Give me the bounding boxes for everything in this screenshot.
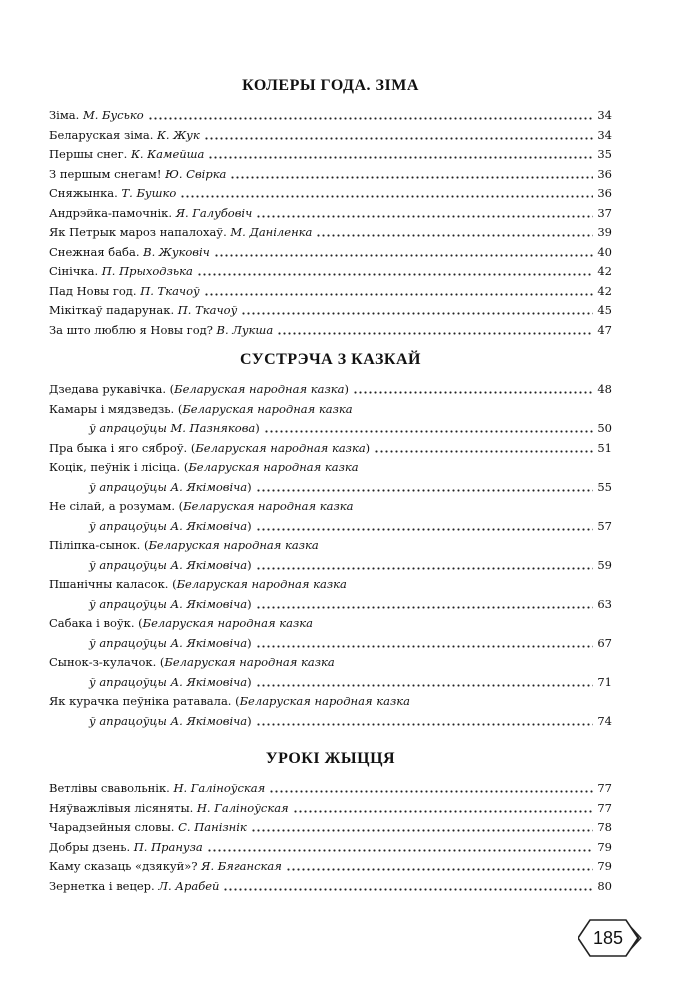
dot-leader [204,136,594,141]
entry-author: Беларуская народная казка [176,577,347,591]
toc-entry[interactable] [49,282,612,302]
entry-text: Не сілай, а розумам. ( [49,499,184,513]
section-kolery-goda-zima [49,74,612,340]
entry-tail: ) [247,596,252,611]
entry-tail: ) [247,635,252,650]
entry-text: Андрэйка-памочнік. [49,205,176,220]
toc-list [49,779,612,896]
entry-title [49,243,210,263]
entry-title [49,439,370,459]
entry-text: Піліпка-сынок. ( [49,538,149,552]
entry-author: В. Жуковіч [143,244,210,259]
toc-list [49,380,612,731]
toc-entry[interactable] [49,400,612,439]
entry-title [49,126,200,146]
entry-title [49,536,319,556]
dot-leader [256,644,594,649]
entry-page: 71 [597,674,612,689]
entry-title [49,779,265,799]
entry-title [49,818,247,838]
dot-leader [277,331,593,336]
dot-leader [256,683,594,688]
entry-adaptation: ў апрацоўцы А. Якімовіча [89,479,248,494]
entry-text: Зернетка і вецер. [49,878,159,893]
entry-adaptation: ў апрацоўцы А. Якімовіча [89,674,248,689]
toc-entry[interactable] [49,184,612,204]
dot-leader [353,390,593,395]
entry-page: 40 [597,244,612,259]
section-title: УРОКІ ЖЫЦЦЯ [265,750,396,767]
toc-entry[interactable] [49,262,612,282]
entry-author: Н. Галіноўская [196,800,289,815]
toc-entry[interactable] [49,818,612,838]
dot-leader [264,429,594,434]
entry-page: 42 [597,264,612,278]
entry-page: 39 [597,225,612,239]
toc-entry[interactable] [49,857,612,877]
entry-author: Беларуская народная казка [239,694,410,708]
entry-text: Камары і мядзведзь. ( [49,401,183,416]
entry-text: Сняжынка. [49,186,122,200]
entry-adaptation: ў апрацоўцы А. Якімовіча [89,557,248,572]
entry-page: 51 [597,440,612,455]
entry-continuation [89,673,252,693]
entry-title [49,262,193,282]
entry-text: Добры дзень. [49,839,134,854]
dot-leader [286,867,594,872]
entry-adaptation: ў апрацоўцы М. Пазнякова [89,421,256,435]
entry-text: Сынок-з-кулачок. ( [49,655,165,669]
dot-leader [251,828,594,833]
entry-author: Ю. Свірка [165,166,227,181]
entry-page: 74 [597,713,612,728]
entry-page: 77 [597,781,612,795]
dot-leader [241,311,593,316]
entry-title [49,106,144,126]
dot-leader [208,155,593,160]
entry-text: Каму сказаць «дзякуй»? [49,859,202,873]
entry-text: Як курачка пеўніка ратавала. ( [49,694,240,708]
dot-leader [256,488,594,493]
entry-author: В. Лукша [216,322,274,337]
entry-author: М. Бусько [82,108,144,122]
entry-title [49,400,353,420]
dot-leader [256,566,594,571]
entry-title [49,145,204,165]
entry-page: 55 [597,479,612,494]
toc-entry[interactable] [49,126,612,146]
entry-title [49,204,252,224]
entry-title [49,692,410,712]
entry-author: Т. Бушко [121,186,177,200]
entry-page: 45 [597,303,612,317]
page-number-badge [578,918,642,958]
entry-author: М. Даніленка [230,225,313,239]
entry-page: 34 [597,127,612,142]
dot-leader [207,848,594,853]
entry-author: Я. Галубовіч [175,205,253,220]
entry-title [49,165,226,185]
toc-entry[interactable] [49,536,612,575]
entry-title [49,857,282,877]
entry-page: 63 [597,596,612,611]
entry-author: П. Прануза [133,839,203,854]
dot-leader [148,116,594,121]
entry-text: Сінічка. [49,264,102,278]
entry-author: П. Ткачоў [140,283,200,298]
dot-leader [214,253,594,258]
entry-continuation [89,419,260,439]
entry-page: 35 [597,147,612,161]
entry-continuation [89,517,252,537]
entry-tail: ) [344,382,349,396]
toc-entry[interactable] [49,243,612,263]
entry-author: Беларуская народная казка [174,382,345,396]
section-sustrecha-z-kazkai [49,348,612,731]
entry-adaptation: ў апрацоўцы А. Якімовіча [89,596,248,611]
entry-adaptation: ў апрацоўцы А. Якімовіча [89,635,248,650]
entry-title [49,380,349,400]
entry-author: С. Панізнік [178,820,247,834]
entry-continuation [89,478,252,498]
toc-entry[interactable] [49,614,612,653]
entry-text: Коцік, пеўнік і лісіца. ( [49,460,189,474]
toc-entry[interactable] [49,106,612,126]
entry-title [49,799,289,819]
dot-leader [269,789,593,794]
toc-list [49,106,612,340]
entry-page: 50 [597,421,612,435]
entry-author: Беларуская народная казка [148,538,319,552]
toc-entry[interactable] [49,838,612,858]
entry-text: Чарадзейныя словы. [49,820,179,834]
entry-title [49,614,313,634]
entry-author: Беларуская народная казка [164,655,335,669]
entry-title [49,301,237,321]
entry-title [49,458,359,478]
toc-entry[interactable] [49,653,612,692]
entry-continuation [89,556,252,576]
entry-tail: ) [255,421,260,435]
toc-entry[interactable] [49,204,612,224]
toc-entry[interactable] [49,497,612,536]
dot-leader [293,809,594,814]
entry-tail: ) [247,518,252,533]
entry-text: З першым снегам! [49,166,166,181]
dot-leader [230,175,593,180]
entry-tail: ) [247,557,252,572]
section-title: СУСТРЭЧА З КАЗКАЙ [240,351,421,368]
entry-title [49,838,203,858]
entry-author: К. Камейша [130,147,205,161]
entry-text: Дзедава рукавічка. ( [49,382,175,396]
entry-author: Я. Бяганская [201,859,282,873]
entry-page: 79 [597,839,612,854]
toc-entry[interactable] [49,692,612,731]
dot-leader [316,233,593,238]
dot-leader [223,887,593,892]
entry-title [49,321,273,341]
toc-entry[interactable] [49,165,612,185]
entry-title [49,497,353,517]
section-title: КОЛЕРЫ ГОДА. ЗІМА [242,77,419,94]
toc-entry[interactable] [49,458,612,497]
entry-page: 67 [597,635,612,650]
dot-leader [256,214,593,219]
toc-entry[interactable] [49,380,612,400]
entry-page: 34 [597,108,612,122]
entry-author: Беларуская народная казка [142,616,313,630]
entry-text: Мікіткаў падарунак. [49,303,178,317]
dot-leader [197,272,594,277]
entry-text: Няўважлівыя лісяняты. [49,800,197,815]
entry-continuation [89,712,252,732]
entry-text: Пад Новы год. [49,283,141,298]
entry-page: 78 [597,820,612,834]
entry-tail: ) [365,440,371,455]
toc-entry[interactable] [49,301,612,321]
entry-page: 36 [597,166,612,181]
entry-adaptation: ў апрацоўцы А. Якімовіча [89,518,248,533]
toc-entry[interactable] [49,779,612,799]
entry-title [49,575,347,595]
entry-page: 48 [597,382,612,396]
page-number: 185 [592,928,624,948]
dot-leader [180,194,593,199]
toc-entry[interactable] [49,575,612,614]
toc-entry[interactable] [49,321,612,341]
entry-author: Беларуская народная казка [195,440,366,455]
entry-text: Пшанічны каласок. ( [49,577,177,591]
entry-page: 79 [597,859,612,873]
entry-author: Н. Галіноўская [173,781,266,795]
section-uroki-zhyccia [49,747,612,896]
entry-page: 47 [597,322,612,337]
entry-text: Ветлівы свавольнік. [49,781,174,795]
entry-page: 42 [597,283,612,298]
dot-leader [204,292,594,297]
dot-leader [256,605,594,610]
entry-text: Першы снег. [49,147,131,161]
entry-tail: ) [247,674,252,689]
entry-page: 37 [597,205,612,220]
toc-entry[interactable] [49,145,612,165]
entry-page: 57 [597,518,612,533]
entry-author: Л. Арабей [158,878,220,893]
entry-tail: ) [247,479,252,494]
entry-title [49,223,312,243]
entry-author: П. Прыходзька [101,264,193,278]
entry-text: Пра быка і яго сяброў. ( [49,440,196,455]
entry-author: П. Ткачоў [177,303,238,317]
entry-text: За што люблю я Новы год? [49,322,217,337]
entry-adaptation: ў апрацоўцы А. Якімовіча [89,713,248,728]
entry-title [49,184,176,204]
entry-continuation [89,595,252,615]
entry-tail: ) [247,713,252,728]
toc-entry[interactable] [49,799,612,819]
entry-page: 59 [597,557,612,572]
dot-leader [374,449,593,454]
entry-page: 77 [597,800,612,815]
entry-text: Як Петрык мароз напалохаў. [49,225,231,239]
entry-author: Беларуская народная казка [183,499,354,513]
dot-leader [256,722,594,727]
toc-entry[interactable] [49,439,612,459]
entry-title [49,282,200,302]
entry-author: Беларуская народная казка [182,401,353,416]
entry-page: 80 [597,878,612,893]
entry-title [49,653,335,673]
entry-text: Сабака і воўк. ( [49,616,143,630]
entry-text: Снежная баба. [49,244,144,259]
toc-entry[interactable] [49,223,612,243]
dot-leader [256,527,594,532]
entry-continuation [89,634,252,654]
entry-text: Зіма. [49,108,83,122]
entry-author: К. Жук [157,127,200,142]
entry-text: Беларуская зіма. [49,127,158,142]
toc-entry[interactable] [49,877,612,897]
entry-title [49,877,219,897]
entry-author: Беларуская народная казка [188,460,359,474]
entry-page: 36 [597,186,612,200]
